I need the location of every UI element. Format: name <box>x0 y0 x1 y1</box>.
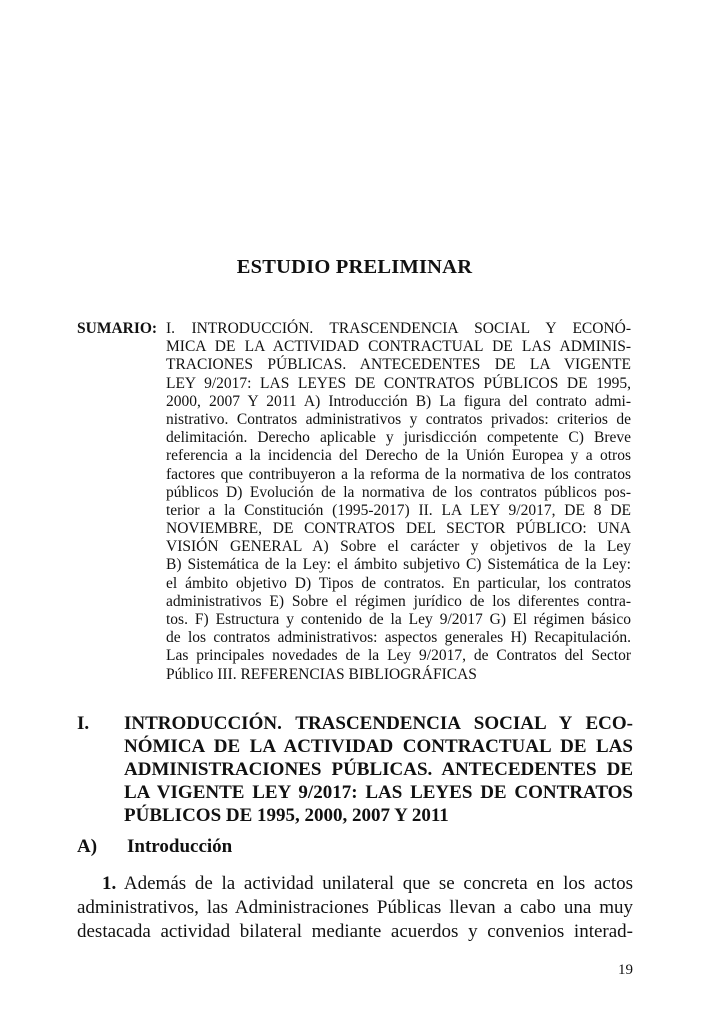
page-number: 19 <box>618 962 633 978</box>
summary-line: VISIÓN GENERAL A) Sobre el carácter y objetivos de la Ley <box>166 538 631 556</box>
paragraph-first-line <box>77 872 633 896</box>
section-title-line: LA VIGENTE LEY 9/2017: LAS LEYES DE CONTRATOS <box>124 782 633 803</box>
summary-line: 2000, 2007 Y 2011 A) Introducción B) La figura del contrato admi- <box>166 392 631 410</box>
summary-line: I. INTRODUCCIÓN. TRASCENDENCIA SOCIAL Y ECONÓ- <box>166 320 631 337</box>
section-number: I. <box>77 713 90 734</box>
section-title-line: PÚBLICOS DE 1995, 2000, 2007 Y 2011 <box>124 805 449 826</box>
summary-line: MICA DE LA ACTIVIDAD CONTRACTUAL DE LAS ADMINIS- <box>166 338 631 356</box>
summary-line: delimitación. Derecho aplicable y jurisdicción competente C) Breve <box>166 429 631 447</box>
paragraph-line: administrativos, las Administraciones Públicas llevan a cabo una muy <box>77 897 633 918</box>
summary-line: de los contratos administrativos: aspectos generales H) Recapitulación. <box>166 629 631 647</box>
section-title-line: INTRODUCCIÓN. TRASCENDENCIA SOCIAL Y ECO- <box>124 713 633 734</box>
subsection-letter: A) <box>77 836 98 857</box>
page-title: ESTUDIO PRELIMINAR <box>236 256 473 278</box>
summary-label: SUMARIO: <box>77 320 158 337</box>
subsection-title: Introducción <box>127 836 233 857</box>
body-paragraph <box>77 872 633 944</box>
paragraph-number: 1. <box>102 873 117 894</box>
summary-line: Público III. REFERENCIAS BIBLIOGRÁFICAS <box>166 665 477 683</box>
summary-line: Las principales novedades de la Ley 9/2017, de Contratos del Sector <box>166 647 631 665</box>
section-title-line: NÓMICA DE LA ACTIVIDAD CONTRACTUAL DE LAS <box>124 736 633 757</box>
summary-line: referencia a la incidencia del Derecho de la Unión Europea y a otros <box>166 447 631 465</box>
summary-line: NOVIEMBRE, DE CONTRATOS DEL SECTOR PÚBLICO: UNA <box>166 520 631 538</box>
summary-line: nistrativo. Contratos administrativos y contratos privados: criterios de <box>166 410 631 428</box>
section-title <box>124 712 633 827</box>
summary-text <box>166 320 631 684</box>
paragraph-line: destacada actividad bilateral mediante acuerdos y convenios interad- <box>77 921 633 942</box>
summary-line: tos. F) Estructura y contenido de la Ley 9/2017 G) El régimen básico <box>166 611 631 628</box>
summary-line: públicos D) Evolución de la normativa de los contratos públicos pos- <box>166 483 631 501</box>
summary-line: factores que contribuyeron a la reforma de la normativa de los contratos <box>166 465 631 483</box>
paragraph-first-text: Además de la actividad unilateral que se concreta en los actos <box>116 873 633 894</box>
section-title-line: ADMINISTRACIONES PÚBLICAS. ANTECEDENTES DE <box>124 759 633 780</box>
summary-line: administrativos E) Sobre el régimen jurídico de los diferentes contra- <box>166 592 631 610</box>
summary-line: terior a la Constitución (1995-2017) II. LA LEY 9/2017, DE 8 DE <box>166 501 631 519</box>
summary-line: LEY 9/2017: LAS LEYES DE CONTRATOS PÚBLICOS DE 1995, <box>166 374 631 392</box>
summary-line: el ámbito objetivo D) Tipos de contratos. En particular, los contratos <box>166 574 631 592</box>
summary-line: B) Sistemática de la Ley: el ámbito subjetivo C) Sistemática de la Ley: <box>166 556 631 574</box>
summary-line: TRACIONES PÚBLICAS. ANTECEDENTES DE LA VIGENTE <box>166 356 631 374</box>
